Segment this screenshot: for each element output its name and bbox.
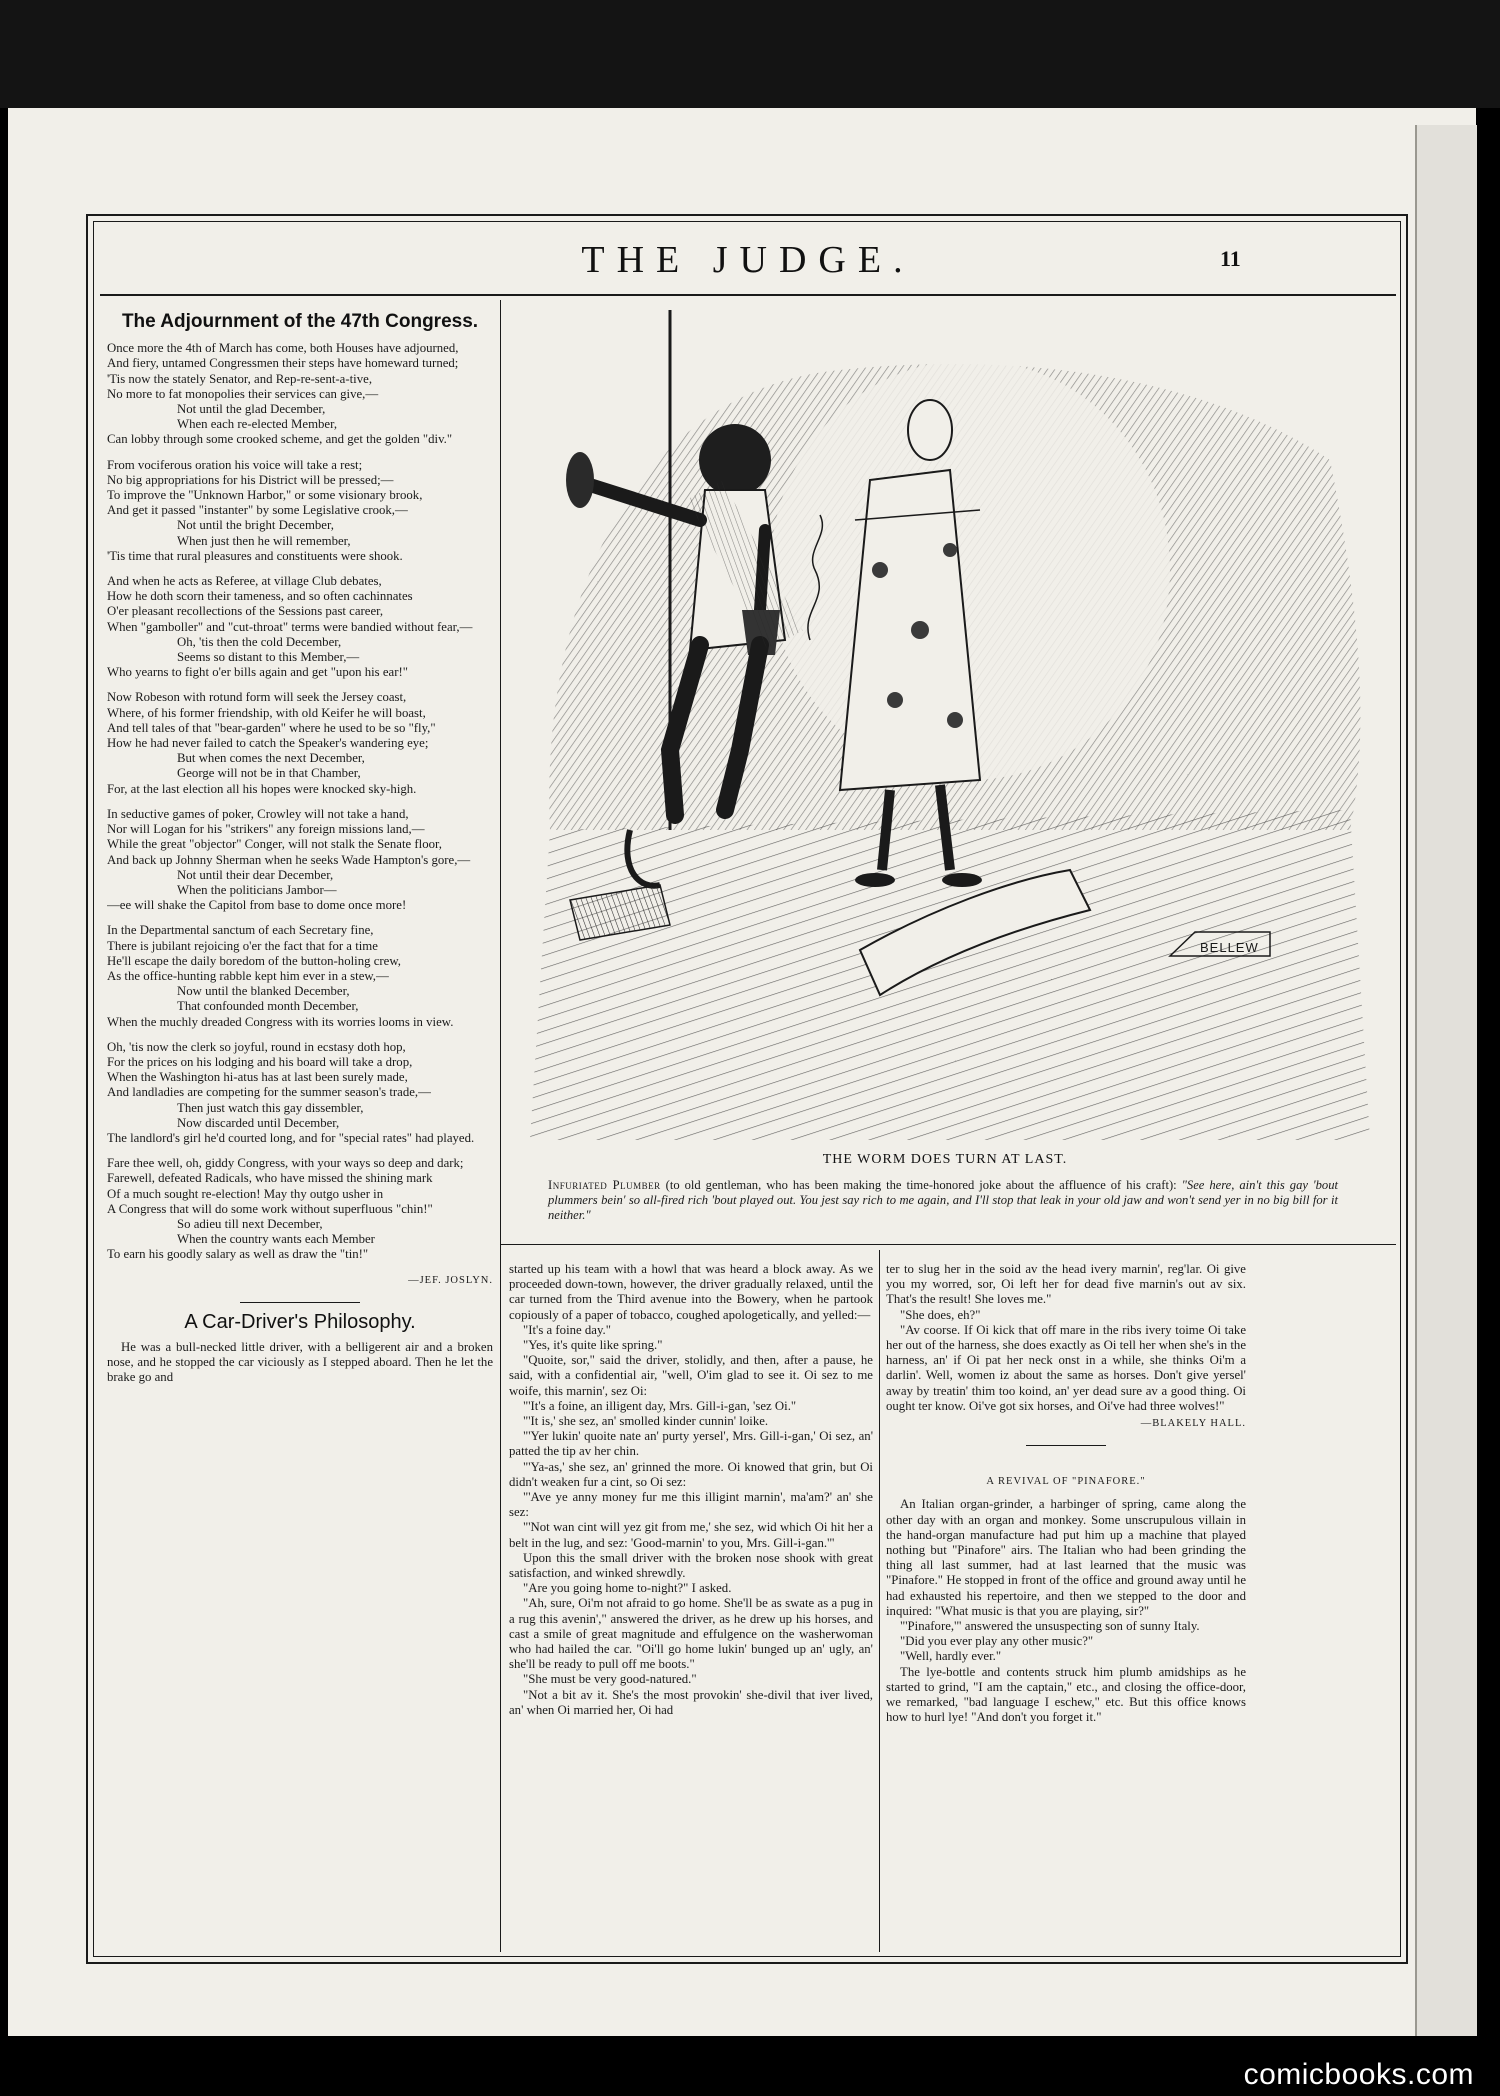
- pinafore-article: [886, 1497, 1246, 1725]
- poem-line: So adieu till next December,: [177, 1216, 323, 1231]
- poem-line: Once more the 4th of March has come, both Houses have adjourned,: [107, 341, 459, 356]
- pinafore-paragraph: "Well, hardly ever.": [900, 1649, 1002, 1664]
- pinafore-title: A REVIVAL OF "PINAFORE.": [986, 1476, 1146, 1488]
- article-paragraph: "'It's a foine, an illigent day, Mrs. Gill-i-gan, 'sez Oi.": [523, 1398, 797, 1413]
- poem-line: When the Washington hi-atus has at last been surely made,: [107, 1070, 408, 1085]
- pinafore-paragraph: "Did you ever play any other music?": [900, 1634, 1094, 1649]
- article-paragraph: "Ah, sure, Oi'm not afraid to go home. She'll be as swate as a pug in a rug this avenin'," answered the driver, as he drew up his horses, and cast a smile of great magnitude and effulgence on the washerwoman who had hailed the car. "Oi'll go home lukin' bunged up an' ugly, an' she'll be ready to pull off me boots.": [509, 1596, 873, 1672]
- poem-line: Not until the bright December,: [177, 518, 334, 533]
- article-paragraph: "'Yer lukin' quoite nate an' purty yersel', Mrs. Gill-i-gan,' Oi sez, an' patted the tip av her chin.: [509, 1429, 873, 1459]
- poem-stanza: [107, 1156, 493, 1262]
- column-divider-left: [500, 300, 501, 1952]
- masthead-rule: [100, 294, 1396, 296]
- poem-line: He'll escape the daily boredom of the button-holing crew,: [107, 953, 401, 968]
- article-opening: He was a bull-necked little driver, with a belligerent air and a broken nose, and he stopped the car viciously as I stepped aboard. Then he let the brake go and: [107, 1339, 493, 1385]
- artist-signature: BELLEW: [1200, 940, 1259, 955]
- article-paragraph: "Yes, it's quite like spring.": [523, 1338, 663, 1353]
- poem-title: The Adjournment of the 47th Congress.: [121, 311, 479, 332]
- article-title: A Car-Driver's Philosophy.: [184, 1310, 416, 1333]
- poem-line: While the great "objector" Conger, will not stalk the Senate floor,: [107, 837, 442, 852]
- poem-line: 'Tis time that rural pleasures and constituents were shook.: [107, 548, 403, 563]
- page-number: 11: [1220, 246, 1241, 271]
- poem-line: O'er pleasant recollections of the Sessions past career,: [107, 604, 384, 619]
- article-paragraph: ter to slug her in the soid av the head ivery marnin', reg'lar. Oi give you my worred, sor, Oi left her for dead five marnin's out av six. That's the result! She loves me.": [886, 1262, 1246, 1307]
- cartoon-rule: [500, 1244, 1396, 1245]
- poem-stanza: [107, 341, 493, 447]
- poem-line: Seems so distant to this Member,—: [177, 650, 360, 665]
- caption-speaker: Infuriated Plumber: [548, 1178, 661, 1192]
- poem-line: Not until their dear December,: [177, 867, 334, 882]
- section-divider-right: [1026, 1445, 1106, 1446]
- pinafore-paragraph: "'Pinafore,'" answered the unsuspecting son of sunny Italy.: [900, 1619, 1200, 1634]
- cartoon-drawing: [510, 310, 1380, 1140]
- left-column: [107, 308, 493, 1958]
- right-column: [886, 1262, 1246, 1952]
- poem-line: Then just watch this gay dissembler,: [177, 1100, 364, 1115]
- article-paragraph: "'Ya-as,' she sez, an' grinned the more. Oi knowed that grin, but Oi didn't weaken fur a cint, so Oi sez:: [509, 1459, 873, 1489]
- poem-line: When each re-elected Member,: [177, 417, 338, 432]
- poem-line: How he had never failed to catch the Speaker's wandering eye;: [107, 736, 429, 751]
- poem-line: No big appropriations for his District will be pressed;—: [107, 472, 394, 487]
- poem-line: No more to fat monopolies their services can give,—: [107, 386, 379, 401]
- poem-line: And tell tales of that "bear-garden" where he used to be so "fly,": [107, 720, 436, 735]
- cartoon-caption: [548, 1178, 1338, 1223]
- poem-line: When "gamboller" and "cut-throat" terms were bandied without fear,—: [107, 619, 473, 634]
- car-driver-signature: —BLAKELY HALL.: [1140, 1418, 1246, 1430]
- poem-stanza: [107, 923, 493, 1029]
- poem-line: Farewell, defeated Radicals, who have missed the shining mark: [107, 1171, 433, 1186]
- poem-line: And fiery, untamed Congressmen their steps have homeward turned;: [107, 356, 459, 371]
- poem-line: In seductive games of poker, Crowley will not take a hand,: [107, 806, 409, 821]
- poem-line: Can lobby through some crooked scheme, and get the golden "div.": [107, 432, 453, 447]
- poem-line: Oh, 'tis then the cold December,: [177, 634, 342, 649]
- poem-line: Of a much sought re-election! May thy outgo usher in: [107, 1186, 384, 1201]
- article-paragraph: "'Not wan cint will yez git from me,' she sez, wid which Oi hit her a belt in the lug, and sez: 'Good-marnin' to you, Mrs. Gill-i-gan.'": [509, 1520, 873, 1550]
- masthead-title: THE JUDGE.: [581, 239, 915, 281]
- poem-line: For the prices on his lodging and his board will take a drop,: [107, 1054, 413, 1069]
- column-divider-right: [879, 1250, 880, 1952]
- poem-stanza: [107, 690, 493, 796]
- article-paragraph: "She must be very good-natured.": [523, 1672, 697, 1687]
- article-paragraph: "Quoite, sor," said the driver, stolidly, and then, after a pause, he said, with a confidential air, "well, O'im glad to see it. Oi sez to me woife, this marnin', sez Oi:: [509, 1353, 873, 1398]
- caption-body: (to old gentleman, who has been making the time-honored joke about the affluence of his craft):: [660, 1178, 1182, 1192]
- cartoon-illustration: [510, 310, 1380, 1140]
- article-paragraph: "Not a bit av it. She's the most provokin' she-divil that iver lived, an' when Oi married her, Oi had: [509, 1687, 873, 1717]
- poem-line: Now discarded until December,: [177, 1115, 340, 1130]
- poem-line: When just then he will remember,: [177, 533, 351, 548]
- pinafore-paragraph: An Italian organ-grinder, a harbinger of spring, came along the other day with an organ and monkey. Some unscrupulous villain in the hand-organ manufacture had put him up a machine that played nothing but "Pinafore" airs. The Italian who had been grinding the thing all last summer, had at last learned that the music was "Pinafore." He stopped in front of the office and ground away until he had exhausted his repertoire, and then we stepped to the door and inquired: "What music is that you are playing, sir?": [886, 1497, 1246, 1618]
- poem-line: But when comes the next December,: [177, 751, 365, 766]
- article-paragraph: "She does, eh?": [900, 1307, 981, 1322]
- poem-line: And landladies are competing for the summer season's trade,—: [107, 1085, 431, 1100]
- poem-line: As the office-hunting rabble kept him ever in a stew,—: [107, 968, 389, 983]
- poem-line: To earn his goodly salary as well as draw the "tin!": [107, 1247, 369, 1262]
- middle-column: [509, 1262, 873, 1952]
- poem-line: Now until the blanked December,: [177, 984, 350, 999]
- underlying-page-edge: [1415, 125, 1477, 2036]
- poem-line: George will not be in that Chamber,: [177, 766, 361, 781]
- poem-line: For, at the last election all his hopes were knocked sky-high.: [107, 781, 417, 796]
- poem-line: From vociferous oration his voice will take a rest;: [107, 457, 363, 472]
- article-paragraph: "'It is,' she sez, an' smolled kinder cunnin' loike.: [523, 1414, 769, 1429]
- poem-line: In the Departmental sanctum of each Secretary fine,: [107, 923, 374, 938]
- poem-stanza: [107, 574, 493, 680]
- poem-line: 'Tis now the stately Senator, and Rep-re-sent-a-tive,: [107, 371, 373, 386]
- article-paragraph: "Are you going home to-night?" I asked.: [523, 1581, 732, 1596]
- poem-line: A Congress that will do some work without superfluous "chin!": [107, 1201, 433, 1216]
- poem-line: Now Robeson with rotund form will seek the Jersey coast,: [107, 690, 407, 705]
- poem-line: And back up Johnny Sherman when he seeks Wade Hampton's gore,—: [107, 852, 471, 867]
- poem-stanza: [107, 458, 493, 564]
- article-paragraph: "It's a foine day.": [523, 1322, 611, 1337]
- poem-line: There is jubilant rejoicing o'er the fact that for a time: [107, 938, 378, 953]
- poem-line: Not until the glad December,: [177, 402, 326, 417]
- pinafore-paragraph: The lye-bottle and contents struck him plumb amidships as he started to grind, "I am the captain," etc., and closing the office-door, we remarked, "bad language I eschew," etc. But this office knows how to hurl lye! "And don't you forget it.": [886, 1664, 1246, 1725]
- poem-line: Fare thee well, oh, giddy Congress, with your ways so deep and dark;: [107, 1156, 464, 1171]
- poem-line: When the politicians Jambor—: [177, 882, 337, 897]
- poem-stanza: [107, 807, 493, 913]
- poem-stanza: [107, 1040, 493, 1146]
- cartoon-title: THE WORM DOES TURN AT LAST.: [822, 1152, 1068, 1167]
- poem-signature: —JEF. JOSLYN.: [408, 1274, 493, 1286]
- poem-body: [107, 341, 493, 1262]
- scan-background-top: [0, 0, 1500, 108]
- poem-line: When the muchly dreaded Congress with its worries looms in view.: [107, 1014, 454, 1029]
- poem-line: When the country wants each Member: [177, 1232, 375, 1247]
- poem-line: Oh, 'tis now the clerk so joyful, round in ecstasy doth hop,: [107, 1039, 406, 1054]
- section-divider: [240, 1302, 360, 1303]
- watermark: comicbooks.com: [1243, 2058, 1474, 2091]
- caption-quote: "See here, ain't this gay 'bout plummers bein' so all-fired rich 'bout played out. You jest say rich to me again, and I'll stop that leak in your old jaw and won't send yer in no big bill for it neither.": [548, 1178, 1338, 1222]
- car-driver-continuation: [886, 1262, 1246, 1414]
- poem-line: —ee will shake the Capitol from base to dome once more!: [107, 898, 407, 913]
- poem-line: That confounded month December,: [177, 999, 359, 1014]
- article-paragraph: Upon this the small driver with the broken nose shook with great satisfaction, and winked shrewdly.: [509, 1550, 873, 1581]
- poem-line: Who yearns to fight o'er bills again and get "upon his ear!": [107, 665, 408, 680]
- article-paragraph: "'Ave ye anny money fur me this illigint marnin', ma'am?' an' she sez:: [509, 1490, 873, 1520]
- poem-line: How he doth scorn their tameness, and so often cachinnates: [107, 589, 413, 604]
- article-paragraph: "Av coorse. If Oi kick that off mare in the ribs ivery toime Oi take her out of the harness, she does exactly as Oi tell her when she's in the harness, an' if Oi pat her neck onst in a while, she thinks Oi'm a darlin'. Well, women iz about the same as horses. Don't give yersel' away by treatin' thim too koind, an' yer dead sure av a good thing. Oi ought ter know. Oi've got six horses, and Oi've had three wolves!": [886, 1322, 1246, 1413]
- poem-line: The landlord's girl he'd courted long, and for "special rates" had played.: [107, 1130, 475, 1145]
- poem-line: And when he acts as Referee, at village Club debates,: [107, 574, 382, 589]
- poem-line: And get it passed "instanter" by some Legislative crook,—: [107, 503, 408, 518]
- poem-line: Where, of his former friendship, with old Keifer he will boast,: [107, 705, 426, 720]
- poem-line: To improve the "Unknown Harbor," or some visionary brook,: [107, 488, 423, 503]
- article-paragraph: started up his team with a howl that was heard a block away. As we proceeded down-town, however, the driver gradually relaxed, until the car turned from the Third avenue into the Bowery, when he partook copiously of a paper of tobacco, coughed apologetically, and yelled:—: [509, 1262, 873, 1322]
- poem-line: Nor will Logan for his "strikers" any foreign missions land,—: [107, 822, 425, 837]
